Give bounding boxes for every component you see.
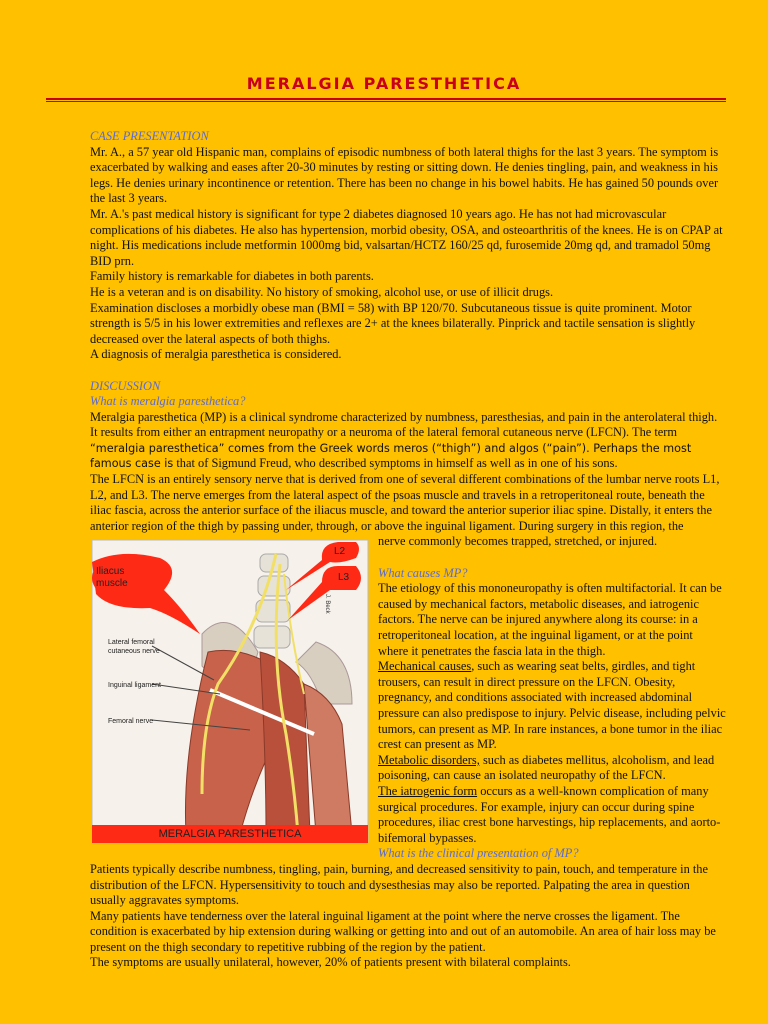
title-rule-thick xyxy=(46,98,726,100)
case-paragraph: Mr. A., a 57 year old Hispanic man, complains of episodic numbness of both lateral thighs for the last 3 years. The symptom is exacerbated by walking and eases after 20-30 minutes by resting or sitting down. He denies tingling, pain, and weakness in his legs. He denies urinary incontinence or retention. There has been no change in his bowel habits. He has gained 50 pounds over the last 3 years. xyxy=(90,144,719,206)
callout-l2: L2 xyxy=(334,546,346,558)
causes-paragraph: The etiology of this mononeuropathy is often multifactorial. It can be caused by mechanical factors, metabolic diseases, and iatrogenic factors. The nerve can be injured anywhere along its course: in a retroperitoneal location, at the inguinal ligament, or at the point where it penetrates the fascia lata in the thigh. xyxy=(378,581,722,658)
figure-caption: MERALGIA PARESTHETICA xyxy=(92,825,368,843)
callout-iliacus: Iliacus muscle xyxy=(96,566,128,590)
discussion-paragraph: Meralgia paresthetica (MP) is a clinical syndrome characterized by numbness, paresthesias, and pain in the anterolateral thigh. It results from either an entrapment neuropathy or a neuroma of the lateral femoral cutaneous nerve (LFCN). The term “meralgia paresthetica” comes from the Greek words meros (“thigh”) and algos (“pain”). Perhaps the most famous case is that of Sigmund Freud, who described symptoms in himself as well as in one of his sons. xyxy=(90,409,718,471)
case-paragraph: A diagnosis of meralgia paresthetica is considered. xyxy=(90,347,342,362)
case-paragraph: Examination discloses a morbidly obese man (BMI = 58) with BP 120/70. Subcutaneous tissue is quite prominent. Motor strength is 5/5 in his lower extremities and reflexes are 2+ at the knees bilaterally. Pinprick and tactile sensation is slightly decreased over the lateral aspects of both thighs. xyxy=(90,300,696,346)
causes-paragraph: The iatrogenic form occurs as a well-known complication of many surgical procedures. For example, injury can occur during spine procedures, iliac crest bone harvestings, hip replacements, and aorto-bifemoral bypasses. xyxy=(378,783,721,845)
anatomy-figure xyxy=(90,534,370,847)
figure-credit: J. Beck xyxy=(324,594,330,615)
label-lfcn: Lateral femoral cutaneous nerve xyxy=(108,639,160,656)
discussion-heading: DISCUSSION xyxy=(90,378,161,393)
case-paragraph: Mr. A.'s past medical history is significant for type 2 diabetes diagnosed 10 years ago. He has not had microvascular complications of his diabetes. He also has hypertension, morbid obesity, OSA, and osteoarthritis of the knees. He is on CPAP at night. His medications include metformin 1000mg bid, valsartan/HCTZ 160/25 qd, furosemide 20mg qd, and tramadol 50mg BID prn. xyxy=(90,206,723,268)
case-heading: CASE PRESENTATION xyxy=(90,129,209,143)
title-rule-thin xyxy=(46,101,726,102)
label-femoral: Femoral nerve xyxy=(108,718,154,726)
question-heading: What causes MP? xyxy=(378,565,468,580)
case-paragraph: Family history is remarkable for diabetes in both parents. xyxy=(90,269,374,284)
question-heading: What is the clinical presentation of MP? xyxy=(378,846,579,861)
case-paragraph: He is a veteran and is on disability. No history of smoking, alcohol use, or use of illicit drugs. xyxy=(90,284,554,299)
presentation-paragraph: The symptoms are usually unilateral, however, 20% of patients present with bilateral complaints. xyxy=(90,955,571,970)
presentation-paragraph: Patients typically describe numbness, tingling, pain, burning, and decreased sensitivity to pain, touch, and temperature in the distribution of the LFCN. Hypersensitivity to touch and dysesthesias may also be reported. Palpating the area in question usually aggravates symptoms. xyxy=(90,861,709,908)
article-body xyxy=(90,129,726,971)
page-title: MERALGIA PARESTHETICA xyxy=(246,74,522,93)
callout-l3: L3 xyxy=(338,572,350,584)
discussion-paragraph: nerve commonly becomes trapped, stretched, or injured. xyxy=(378,534,658,549)
presentation-paragraph: Many patients have tenderness over the lateral inguinal ligament at the point where the nerve crosses the ligament. The condition is exacerbated by hip extension during walking or getting into and out of an automobile. An area of hair loss may be present on the thigh secondary to repetitive rubbing of the region by the patient. xyxy=(90,908,716,954)
causes-paragraph: Mechanical causes, such as wearing seat belts, girdles, and tight trousers, can result in direct pressure on the LFCN. Obesity, pregnancy, and conditions associated with increased abdominal pressure can also predispose to injury. Pelvic disease, including pelvic tumors, can present as MP. In rare instances, a bone tumor in the iliac crest can present as MP. xyxy=(378,659,726,752)
question-heading: What is meralgia paresthetica? xyxy=(90,394,246,409)
discussion-paragraph: The LFCN is an entirely sensory nerve that is derived from one of several different combinations of the lumbar nerve roots L1, L2, and L3. The nerve emerges from the lateral aspect of the psoas muscle and travels in a retroperitoneal route, beneath the iliac fascia, across the anterior surface of the iliacus muscle, and toward the anterior superior iliac spine. Distally, it enters the anterior region of the thigh by passing under, through, or above the inguinal ligament. During surgery in this region, the xyxy=(90,472,720,533)
label-inguinal: Inguinal ligament xyxy=(108,682,161,690)
causes-paragraph: Metabolic disorders, such as diabetes mellitus, alcoholism, and lead poisoning, can cause an isolated neuropathy of the LFCN. xyxy=(378,752,715,783)
